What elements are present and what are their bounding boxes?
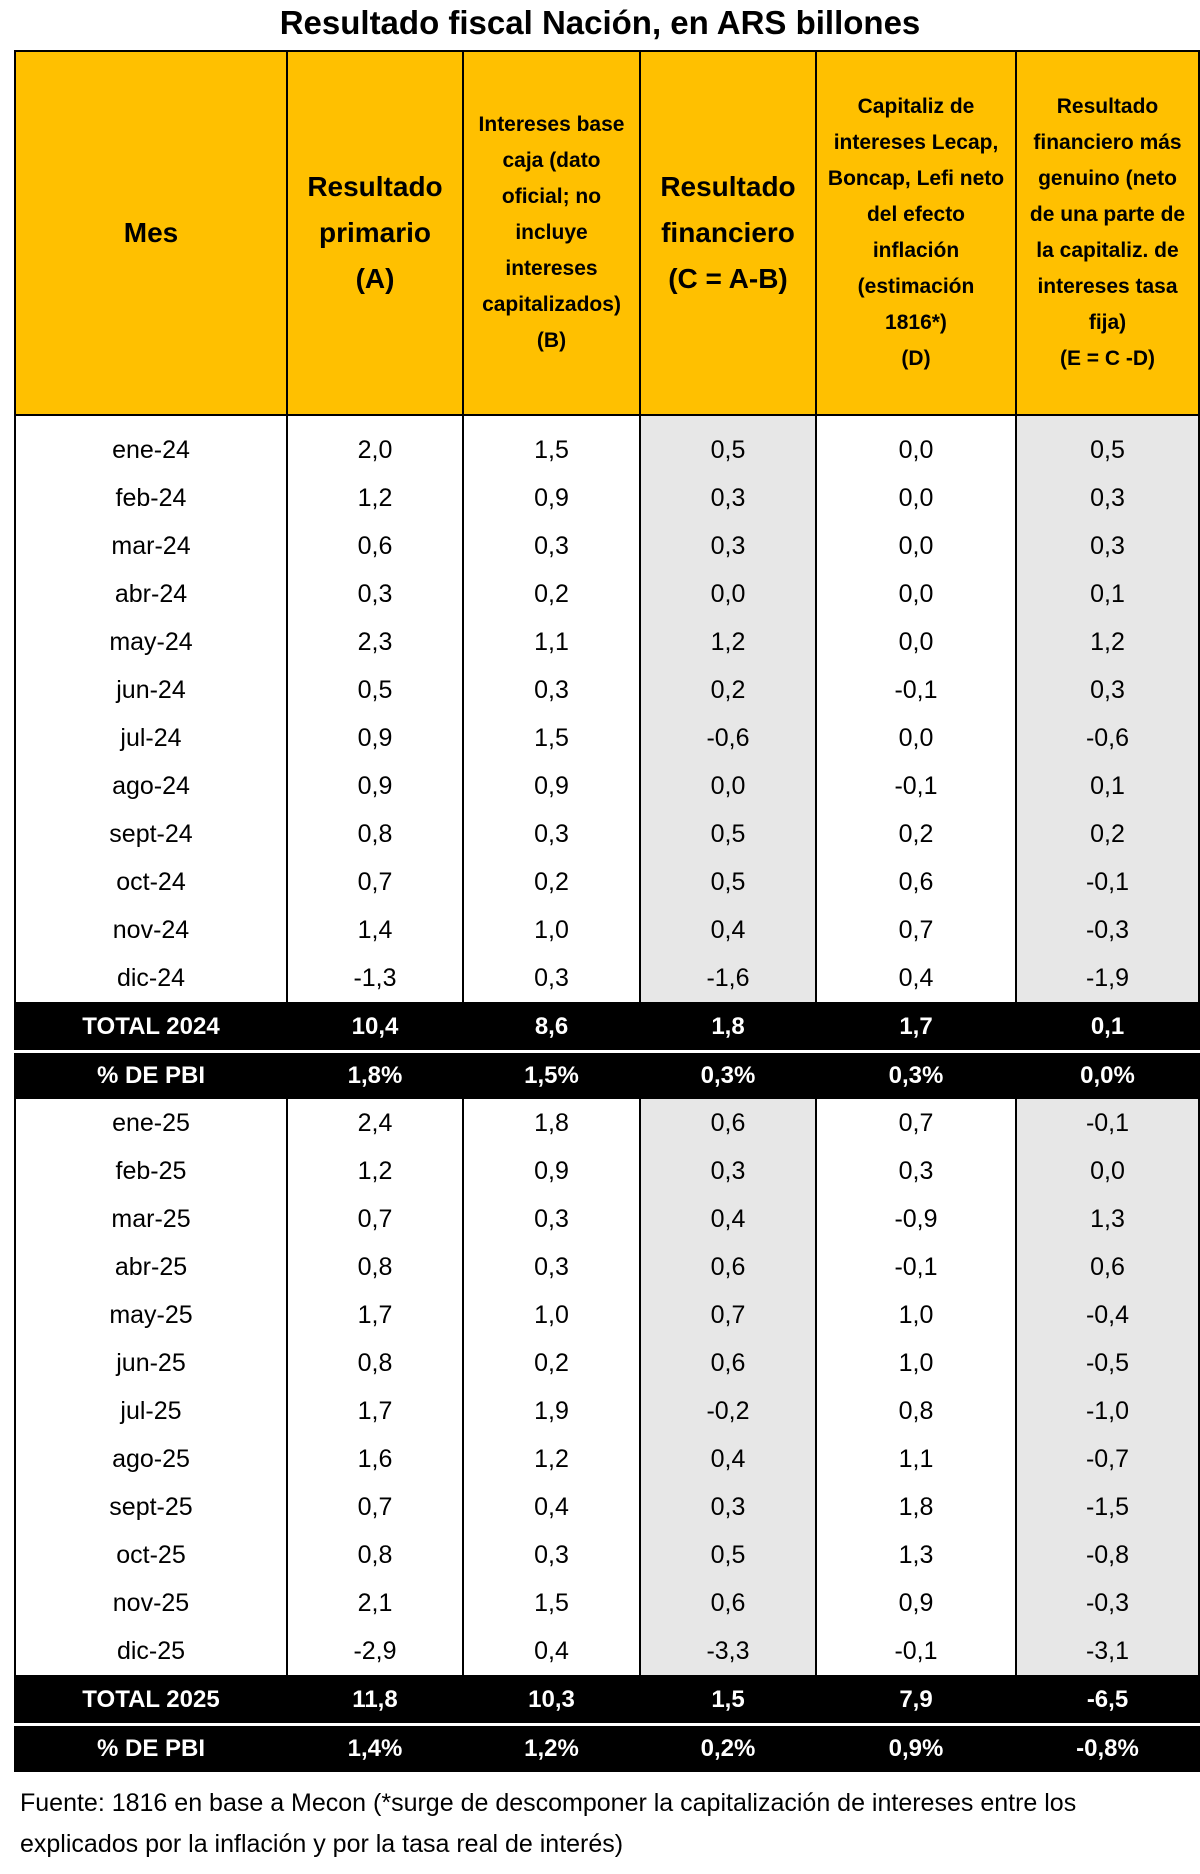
header-line: (D): [901, 347, 931, 370]
resultado-primario-cell: 2,4: [287, 1099, 463, 1147]
table-row: [15, 1243, 1199, 1291]
resultado-genuino-cell: -1,9: [1016, 954, 1199, 1003]
month-cell: TOTAL 2025: [15, 1676, 287, 1725]
month-cell: mar-25: [15, 1195, 287, 1243]
resultado-genuino-cell: -0,8%: [1016, 1725, 1199, 1773]
header-line: financiero más: [1033, 131, 1182, 154]
table-row: [15, 415, 1199, 474]
intereses-cell: 1,5: [463, 1579, 640, 1627]
resultado-primario-cell: 1,7: [287, 1387, 463, 1435]
header-line: 1816*): [885, 311, 947, 334]
header-line: primario: [318, 217, 432, 248]
resultado-financiero-cell: 0,3: [640, 1483, 816, 1531]
header-line: inflación: [872, 239, 960, 262]
capitaliz-cell: 1,0: [816, 1291, 1016, 1339]
capitaliz-cell: -0,1: [816, 1243, 1016, 1291]
total-row: [15, 1676, 1199, 1725]
resultado-genuino-cell: -0,4: [1016, 1291, 1199, 1339]
capitaliz-cell: 0,2: [816, 810, 1016, 858]
capitaliz-cell: -0,1: [816, 1627, 1016, 1676]
resultado-genuino-cell: -6,5: [1016, 1676, 1199, 1725]
resultado-financiero-cell: 0,6: [640, 1243, 816, 1291]
header-line: caja (dato: [502, 149, 601, 172]
resultado-genuino-cell: 1,2: [1016, 618, 1199, 666]
footnote-line-2: explicados por la inflación y por la tasa real de interés): [20, 1830, 624, 1858]
resultado-financiero-cell: 0,4: [640, 906, 816, 954]
table-row: [15, 570, 1199, 618]
intereses-cell: 0,9: [463, 762, 640, 810]
capitaliz-cell: 0,3%: [816, 1052, 1016, 1100]
capitaliz-cell: 0,0: [816, 714, 1016, 762]
intereses-cell: 0,3: [463, 1531, 640, 1579]
intereses-cell: 0,3: [463, 1243, 640, 1291]
footnote-line-1: Fuente: 1816 en base a Mecon (*surge de descomponer la capitalización de intereses entre los: [20, 1789, 1077, 1817]
intereses-cell: 8,6: [463, 1003, 640, 1052]
intereses-cell: 1,0: [463, 906, 640, 954]
resultado-primario-cell: 0,9: [287, 714, 463, 762]
capitaliz-cell: 1,1: [816, 1435, 1016, 1483]
resultado-primario-cell: -2,9: [287, 1627, 463, 1676]
capitaliz-cell: 0,0: [816, 618, 1016, 666]
intereses-cell: 0,3: [463, 522, 640, 570]
intereses-cell: 0,2: [463, 570, 640, 618]
capitaliz-cell: 0,0: [816, 415, 1016, 474]
resultado-financiero-cell: 0,3: [640, 474, 816, 522]
header-line: Resultado: [1056, 95, 1159, 118]
resultado-primario-cell: 1,4%: [287, 1725, 463, 1773]
resultado-financiero-cell: 0,3%: [640, 1052, 816, 1100]
header-line: financiero: [661, 217, 795, 248]
header-line: intereses: [505, 257, 598, 280]
capitaliz-cell: 0,0: [816, 570, 1016, 618]
header-mes: Mes: [15, 51, 287, 415]
header-line: incluye: [515, 221, 588, 244]
header-resultado-financiero: [640, 51, 816, 415]
month-cell: TOTAL 2024: [15, 1003, 287, 1052]
header-line: fija): [1088, 311, 1127, 334]
month-cell: nov-25: [15, 1579, 287, 1627]
resultado-genuino-cell: 0,5: [1016, 415, 1199, 474]
month-cell: ago-25: [15, 1435, 287, 1483]
month-cell: nov-24: [15, 906, 287, 954]
resultado-primario-cell: 2,3: [287, 618, 463, 666]
intereses-cell: 0,9: [463, 1147, 640, 1195]
intereses-cell: 0,3: [463, 1195, 640, 1243]
resultado-primario-cell: 1,2: [287, 474, 463, 522]
intereses-cell: 0,4: [463, 1627, 640, 1676]
header-intereses-base-caja: [463, 51, 640, 415]
resultado-financiero-cell: 0,2%: [640, 1725, 816, 1773]
resultado-financiero-cell: 0,6: [640, 1339, 816, 1387]
month-cell: jun-25: [15, 1339, 287, 1387]
table-row: [15, 714, 1199, 762]
capitaliz-cell: 1,3: [816, 1531, 1016, 1579]
resultado-financiero-cell: 0,7: [640, 1291, 816, 1339]
resultado-financiero-cell: -0,2: [640, 1387, 816, 1435]
resultado-financiero-cell: 0,6: [640, 1579, 816, 1627]
resultado-primario-cell: 0,8: [287, 1339, 463, 1387]
month-cell: % DE PBI: [15, 1725, 287, 1773]
month-cell: ago-24: [15, 762, 287, 810]
month-cell: dic-24: [15, 954, 287, 1003]
table-row: [15, 1627, 1199, 1676]
intereses-cell: 1,2: [463, 1435, 640, 1483]
capitaliz-cell: -0,1: [816, 666, 1016, 714]
resultado-financiero-cell: 0,4: [640, 1195, 816, 1243]
resultado-primario-cell: 1,7: [287, 1291, 463, 1339]
table-row: [15, 858, 1199, 906]
resultado-financiero-cell: 1,2: [640, 618, 816, 666]
capitaliz-cell: 1,0: [816, 1339, 1016, 1387]
intereses-cell: 1,5%: [463, 1052, 640, 1100]
table-body: [15, 415, 1199, 1772]
table-row: [15, 1099, 1199, 1147]
resultado-genuino-cell: 0,0: [1016, 1147, 1199, 1195]
resultado-genuino-cell: 0,6: [1016, 1243, 1199, 1291]
table-row: [15, 474, 1199, 522]
intereses-cell: 0,4: [463, 1483, 640, 1531]
resultado-primario-cell: -1,3: [287, 954, 463, 1003]
month-cell: may-24: [15, 618, 287, 666]
header-line: (A): [355, 263, 395, 294]
fiscal-table: [14, 50, 1200, 1772]
header-capitaliz-intereses: [816, 51, 1016, 415]
intereses-cell: 0,3: [463, 954, 640, 1003]
resultado-genuino-cell: -0,6: [1016, 714, 1199, 762]
header-line: Resultado: [660, 171, 796, 202]
total-row: [15, 1052, 1199, 1100]
capitaliz-cell: -0,9: [816, 1195, 1016, 1243]
resultado-primario-cell: 0,8: [287, 1531, 463, 1579]
intereses-cell: 0,3: [463, 810, 640, 858]
resultado-genuino-cell: 0,2: [1016, 810, 1199, 858]
month-cell: sept-25: [15, 1483, 287, 1531]
resultado-primario-cell: 2,1: [287, 1579, 463, 1627]
table-row: [15, 618, 1199, 666]
resultado-primario-cell: 0,8: [287, 810, 463, 858]
header-resultado-genuino: [1016, 51, 1199, 415]
month-cell: % DE PBI: [15, 1052, 287, 1100]
resultado-financiero-cell: 0,6: [640, 1099, 816, 1147]
header-line: Intereses base: [478, 113, 625, 136]
resultado-primario-cell: 0,8: [287, 1243, 463, 1291]
resultado-financiero-cell: 0,2: [640, 666, 816, 714]
resultado-financiero-cell: 0,5: [640, 810, 816, 858]
month-cell: may-25: [15, 1291, 287, 1339]
table-row: [15, 762, 1199, 810]
resultado-genuino-cell: 0,1: [1016, 1003, 1199, 1052]
resultado-genuino-cell: -3,1: [1016, 1627, 1199, 1676]
table-row: [15, 1387, 1199, 1435]
capitaliz-cell: 0,4: [816, 954, 1016, 1003]
resultado-financiero-cell: -3,3: [640, 1627, 816, 1676]
header-line: (C = A-B): [668, 263, 788, 294]
month-cell: mar-24: [15, 522, 287, 570]
resultado-primario-cell: 1,2: [287, 1147, 463, 1195]
resultado-financiero-cell: 0,0: [640, 762, 816, 810]
table-row: [15, 1483, 1199, 1531]
header-line: capitalizados): [482, 293, 621, 316]
table-row: [15, 1435, 1199, 1483]
table-row: [15, 522, 1199, 570]
capitaliz-cell: 1,7: [816, 1003, 1016, 1052]
resultado-financiero-cell: 0,3: [640, 1147, 816, 1195]
month-cell: jun-24: [15, 666, 287, 714]
capitaliz-cell: 0,7: [816, 1099, 1016, 1147]
resultado-genuino-cell: 0,1: [1016, 762, 1199, 810]
resultado-genuino-cell: 0,1: [1016, 570, 1199, 618]
resultado-genuino-cell: -0,3: [1016, 1579, 1199, 1627]
resultado-financiero-cell: 0,5: [640, 1531, 816, 1579]
header-line: de una parte de: [1029, 203, 1186, 226]
month-cell: abr-25: [15, 1243, 287, 1291]
resultado-genuino-cell: 0,3: [1016, 666, 1199, 714]
resultado-genuino-cell: -0,7: [1016, 1435, 1199, 1483]
resultado-primario-cell: 0,7: [287, 858, 463, 906]
intereses-cell: 0,3: [463, 666, 640, 714]
table-row: [15, 906, 1199, 954]
table-row: [15, 1195, 1199, 1243]
resultado-genuino-cell: -0,5: [1016, 1339, 1199, 1387]
intereses-cell: 1,2%: [463, 1725, 640, 1773]
intereses-cell: 0,9: [463, 474, 640, 522]
resultado-genuino-cell: -0,3: [1016, 906, 1199, 954]
capitaliz-cell: 1,8: [816, 1483, 1016, 1531]
capitaliz-cell: 0,9: [816, 1579, 1016, 1627]
resultado-financiero-cell: 0,4: [640, 1435, 816, 1483]
resultado-financiero-cell: 1,8: [640, 1003, 816, 1052]
resultado-genuino-cell: -0,1: [1016, 1099, 1199, 1147]
table-row: [15, 1579, 1199, 1627]
resultado-primario-cell: 1,8%: [287, 1052, 463, 1100]
resultado-financiero-cell: -0,6: [640, 714, 816, 762]
resultado-primario-cell: 1,4: [287, 906, 463, 954]
month-cell: ene-24: [15, 415, 287, 474]
resultado-primario-cell: 0,7: [287, 1483, 463, 1531]
intereses-cell: 1,1: [463, 618, 640, 666]
resultado-primario-cell: 0,3: [287, 570, 463, 618]
header-line: intereses tasa: [1037, 275, 1178, 298]
resultado-genuino-cell: 0,3: [1016, 474, 1199, 522]
capitaliz-cell: -0,1: [816, 762, 1016, 810]
table-row: [15, 810, 1199, 858]
resultado-genuino-cell: 0,0%: [1016, 1052, 1199, 1100]
resultado-genuino-cell: 0,3: [1016, 522, 1199, 570]
capitaliz-cell: 7,9: [816, 1676, 1016, 1725]
header-line: oficial; no: [501, 185, 602, 208]
resultado-primario-cell: 0,9: [287, 762, 463, 810]
capitaliz-cell: 0,9%: [816, 1725, 1016, 1773]
intereses-cell: 0,2: [463, 1339, 640, 1387]
capitaliz-cell: 0,3: [816, 1147, 1016, 1195]
month-cell: jul-24: [15, 714, 287, 762]
month-cell: jul-25: [15, 1387, 287, 1435]
month-cell: ene-25: [15, 1099, 287, 1147]
resultado-primario-cell: 2,0: [287, 415, 463, 474]
resultado-financiero-cell: 0,0: [640, 570, 816, 618]
header-resultado-primario: [287, 51, 463, 415]
intereses-cell: 1,0: [463, 1291, 640, 1339]
capitaliz-cell: 0,7: [816, 906, 1016, 954]
month-cell: feb-24: [15, 474, 287, 522]
resultado-primario-cell: 11,8: [287, 1676, 463, 1725]
header-line: (E = C -D): [1059, 347, 1156, 370]
month-cell: feb-25: [15, 1147, 287, 1195]
resultado-financiero-cell: -1,6: [640, 954, 816, 1003]
total-row: [15, 1725, 1199, 1773]
resultado-financiero-cell: 1,5: [640, 1676, 816, 1725]
intereses-cell: 1,8: [463, 1099, 640, 1147]
resultado-genuino-cell: 1,3: [1016, 1195, 1199, 1243]
resultado-primario-cell: 0,5: [287, 666, 463, 714]
header-line: Boncap, Lefi neto: [827, 167, 1005, 190]
intereses-cell: 1,5: [463, 714, 640, 762]
capitaliz-cell: 0,0: [816, 474, 1016, 522]
resultado-financiero-cell: 0,5: [640, 415, 816, 474]
intereses-cell: 1,9: [463, 1387, 640, 1435]
intereses-cell: 10,3: [463, 1676, 640, 1725]
table-row: [15, 1291, 1199, 1339]
header-line: (estimación: [857, 275, 975, 298]
header-line: intereses Lecap,: [833, 131, 999, 154]
resultado-financiero-cell: 0,3: [640, 522, 816, 570]
table-row: [15, 1147, 1199, 1195]
table-row: [15, 666, 1199, 714]
resultado-genuino-cell: -1,5: [1016, 1483, 1199, 1531]
intereses-cell: 1,5: [463, 415, 640, 474]
month-cell: sept-24: [15, 810, 287, 858]
resultado-primario-cell: 1,6: [287, 1435, 463, 1483]
resultado-genuino-cell: -1,0: [1016, 1387, 1199, 1435]
footnote: [20, 1783, 1190, 1865]
intereses-cell: 0,2: [463, 858, 640, 906]
table-row: [15, 954, 1199, 1003]
table-row: [15, 1531, 1199, 1579]
capitaliz-cell: 0,0: [816, 522, 1016, 570]
total-row: [15, 1003, 1199, 1052]
month-cell: abr-24: [15, 570, 287, 618]
header-line: Capitaliz de: [857, 95, 975, 118]
resultado-primario-cell: 0,6: [287, 522, 463, 570]
header-line: del efecto: [866, 203, 966, 226]
capitaliz-cell: 0,6: [816, 858, 1016, 906]
header-line: Resultado: [307, 171, 443, 202]
resultado-primario-cell: 10,4: [287, 1003, 463, 1052]
resultado-financiero-cell: 0,5: [640, 858, 816, 906]
resultado-primario-cell: 0,7: [287, 1195, 463, 1243]
header-line: (B): [536, 329, 567, 352]
capitaliz-cell: 0,8: [816, 1387, 1016, 1435]
header-line: la capitaliz. de: [1036, 239, 1179, 262]
table-row: [15, 1339, 1199, 1387]
month-cell: oct-24: [15, 858, 287, 906]
month-cell: dic-25: [15, 1627, 287, 1676]
resultado-genuino-cell: -0,8: [1016, 1531, 1199, 1579]
month-cell: oct-25: [15, 1531, 287, 1579]
header-line: genuino (neto: [1038, 167, 1177, 190]
table-title: Resultado fiscal Nación, en ARS billones: [279, 4, 921, 41]
resultado-genuino-cell: -0,1: [1016, 858, 1199, 906]
